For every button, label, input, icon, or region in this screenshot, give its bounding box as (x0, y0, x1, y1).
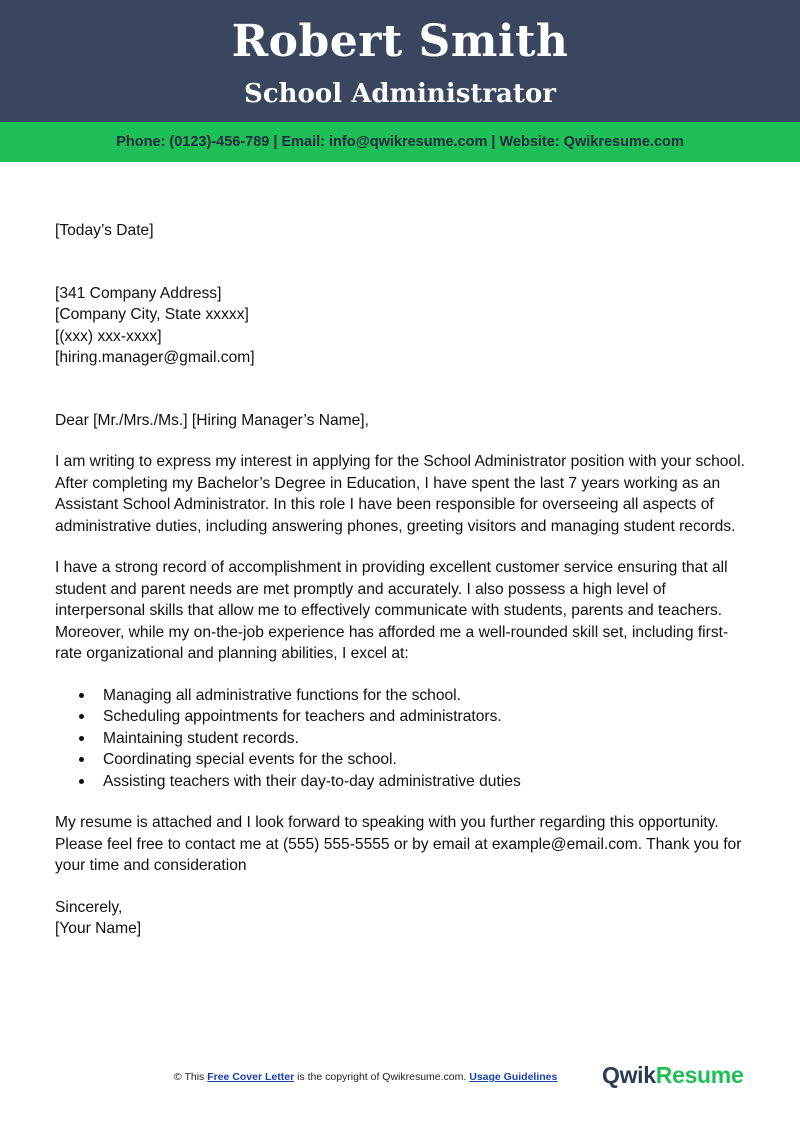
copyright-middle: is the copyright of Qwikresume.com. (294, 1071, 470, 1083)
letter-body (55, 220, 755, 940)
paragraph-closing: My resume is attached and I look forward to speaking with you further regarding this opportunity. Please feel free to contact me at (555) 555-5555 or by email at example@email.com. Thank you for your time and consideration (55, 814, 742, 874)
applicant-name: Robert Smith (231, 16, 569, 67)
qwikresume-logo[interactable] (602, 1062, 743, 1089)
list-item: Maintaining student records. (103, 728, 755, 750)
signature: [Your Name] (55, 920, 142, 937)
list-item: Managing all administrative functions for the school. (103, 685, 755, 707)
list-item: Scheduling appointments for teachers and administrators. (103, 706, 755, 728)
footer (0, 1060, 800, 1100)
address-line: [(xxx) xxx-xxxx] (55, 327, 162, 345)
address-line: [341 Company Address] (55, 284, 222, 302)
copyright-prefix: © This (174, 1071, 208, 1083)
copyright-notice (174, 1071, 557, 1083)
skills-list (55, 685, 755, 793)
free-cover-letter-link[interactable]: Free Cover Letter (207, 1071, 295, 1083)
logo-resume: Resume (655, 1062, 744, 1088)
header-banner (0, 0, 800, 122)
recipient-address (55, 283, 755, 369)
logo-qwik: Qwik (602, 1062, 656, 1088)
list-item: Assisting teachers with their day-to-day administrative duties (103, 771, 755, 793)
letter-date: [Today’s Date] (55, 222, 154, 239)
salutation: Dear [Mr./Mrs./Ms.] [Hiring Manager’s Name], (55, 411, 369, 429)
address-line: [hiring.manager@gmail.com] (55, 349, 255, 366)
paragraph-intro: I am writing to express my interest in applying for the School Administrator position with your school. After completing my Bachelor’s Degree in Education, I have spent the last 7 years working as an Assistant School Administrator. In this role I have been responsible for overseeing all aspects of administrative duties, including answering phones, greeting visitors and managing student records. (55, 453, 745, 535)
job-title: School Administrator (244, 79, 556, 109)
address-line: [Company City, State xxxxx] (55, 306, 249, 323)
closing: Sincerely, (55, 898, 123, 916)
list-item: Coordinating special events for the school. (103, 749, 755, 771)
usage-guidelines-link[interactable]: Usage Guidelines (469, 1071, 558, 1083)
paragraph-skills: I have a strong record of accomplishment in providing excellent customer service ensuring that all student and parent needs are met promptly and accurately. I also possess a high level of interpersonal skills that allow me to effectively communicate with students, parents and teachers. Moreover, while my on-the-job experience has afforded me a well-rounded skill set, including first-rate organizational and planning abilities, I excel at: (55, 559, 729, 662)
contact-bar: Phone: (0123)-456-789 | Email: info@qwikresume.com | Website: Qwikresume.com (0, 122, 800, 162)
